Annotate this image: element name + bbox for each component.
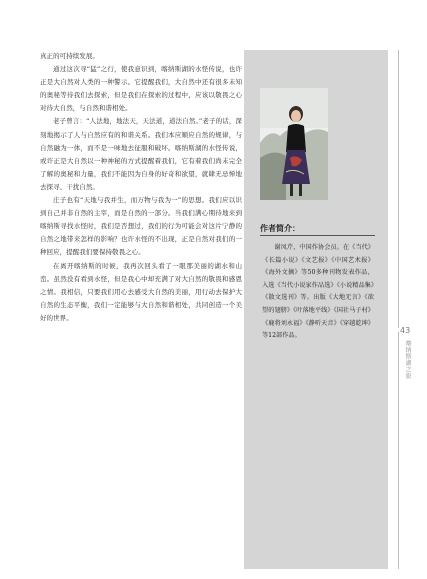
author-bio <box>262 242 374 343</box>
article-body <box>40 50 242 325</box>
article-paragraph: 通过这次寻“猛”之行，使我意识到，喀纳斯湖的水怪传说，也许正是大自然对人类的一种警示。它提醒我们，大自然中还有很多未知的奥秘等待我们去探索，但是我们在探索的过程中，应该以敬畏之心对待大自然，与自然和谐相处。 <box>40 65 242 113</box>
margin-divider <box>398 332 399 569</box>
article-paragraph: 庄子也有“天地与我并生，而万物与我为一”的思想。我们应以识到自己并非自然的主宰，而是自然的一部分。当我们满心期待地来到喀纳斯寻找水怪时，我们是否想过，我们的行为可能会对这片宁静的自然之地带来怎样的影响？也许水怪的不出现，正是自然对我们的一种回应，提醒我们要保持敬畏之心。 <box>40 196 242 257</box>
author-photo <box>260 88 328 200</box>
article-paragraph: 老子曾言：“人法地，地法天，天法道，道法自然。”老子的话，深刻地揭示了人与自然应有的和谐关系。我们本应顺应自然的规律，与自然融为一体，而不是一味地去征服和破坏。喀纳斯湖的水怪传说，或许正是大自然以一种神秘的方式提醒着我们，它有着我们尚未完全了解的奥秘和力量，我们不能因为自身的好奇和欲望，就肆无忌惮地去探寻、干扰自然。 <box>40 117 242 191</box>
author-bio-text: 谢凤芹，中国作协会员。在《当代》《长篇小说》《文艺报》《中国艺术报》《海外文摘》等50多种刊物发表作品，入选《当代小说家作品选》《小说精品集》《散文选刊》等。出版《大地无言》《欲望的翅膀》《叶落地平线》《国社马子村》《鹿将刘永福》《静听天音》《穿越乾坤》等12部作品。 <box>262 244 374 340</box>
margin-divider <box>398 50 399 328</box>
section-name: 喀纳斯湖之旅 <box>404 340 411 379</box>
author-heading-text: 作者简介： <box>260 224 300 233</box>
author-heading <box>260 223 375 234</box>
author-heading-rule <box>260 235 375 236</box>
article-paragraph: 在离开喀纳斯的时候，我再次回头看了一眼那美丽的湖水和山峦。虽然没有看到水怪，但是我心中却充满了对大自然的敬畏和感恩之情。我相信，只要我们用心去感受大自然的美丽，用行动去保护大自然的生态平衡，我们一定能够与大自然和谐相处，共同创造一个美好的世界。 <box>40 261 242 322</box>
page-number: 43 <box>400 326 411 335</box>
article-paragraph: 真正的可持续发展。 <box>40 52 99 60</box>
author-sidebar <box>244 50 388 569</box>
